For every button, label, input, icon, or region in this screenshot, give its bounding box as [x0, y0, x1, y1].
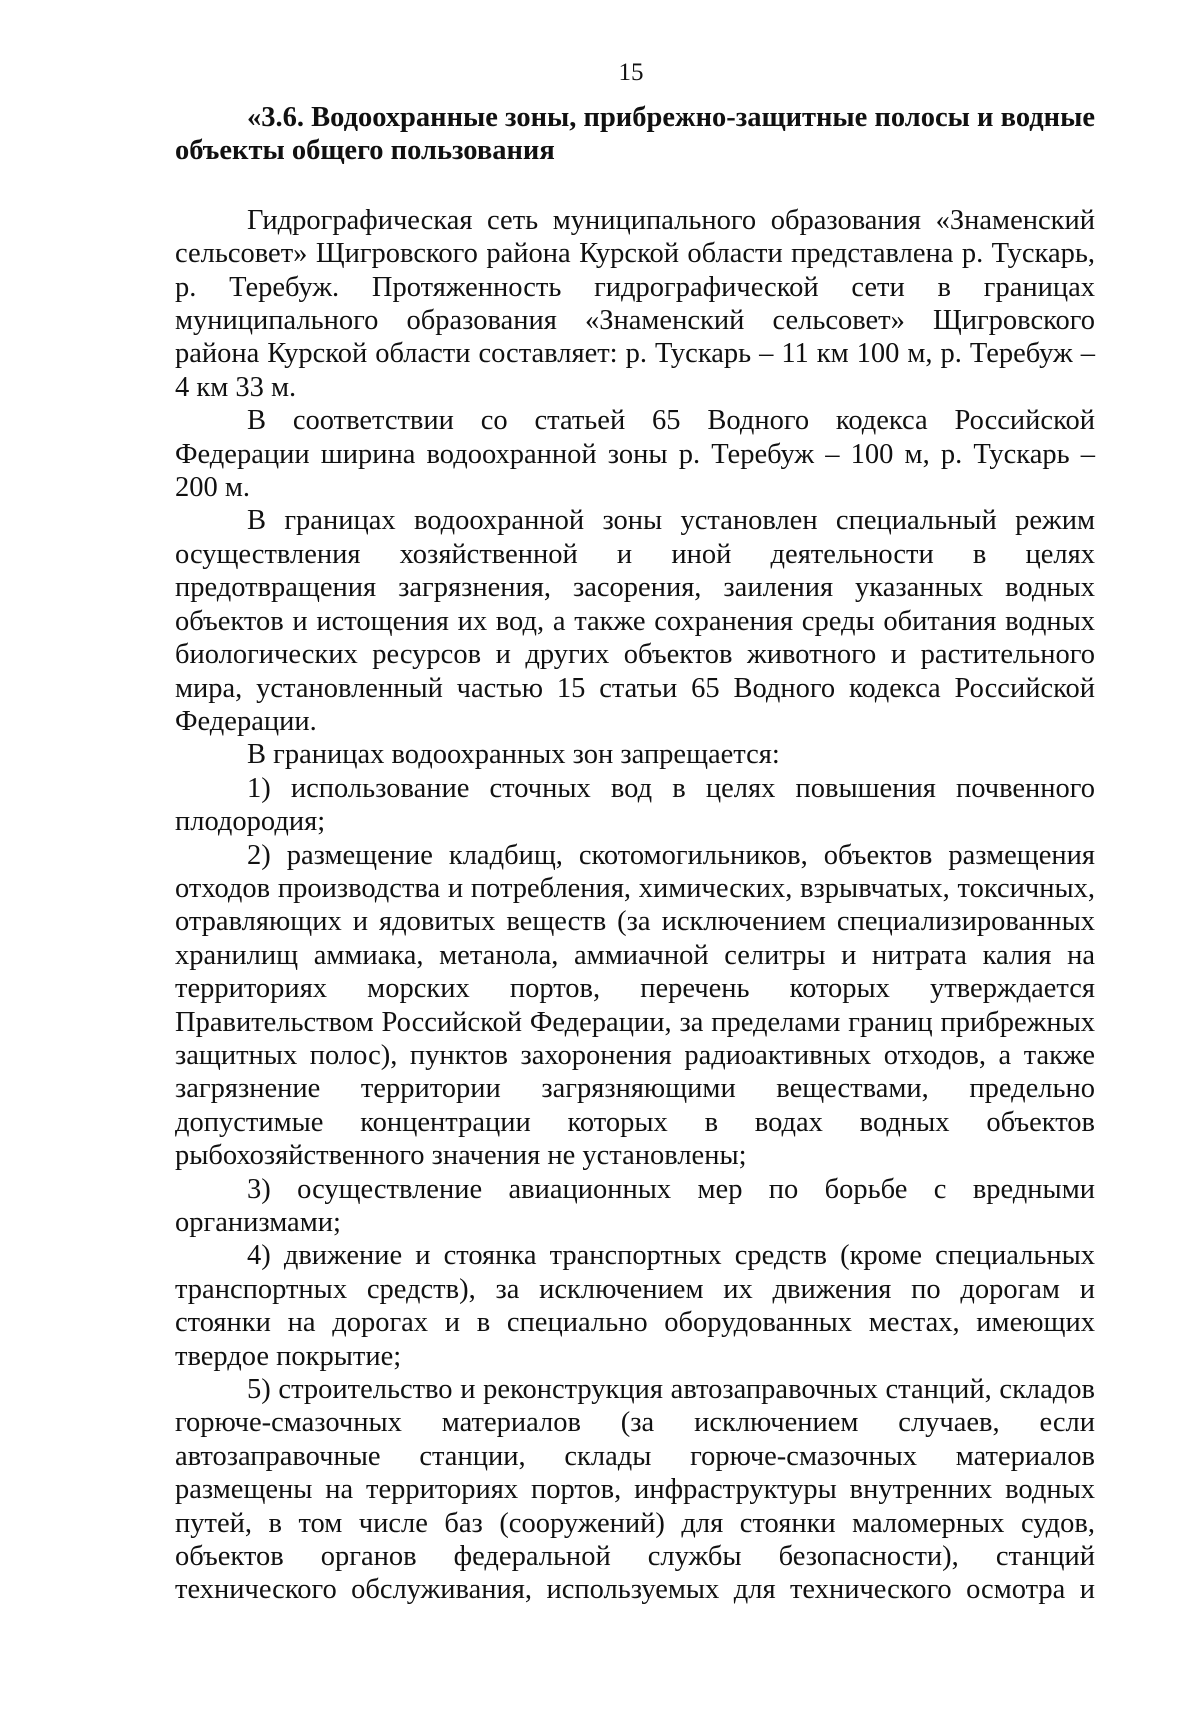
- page-number: 15: [618, 59, 644, 86]
- document-body: [175, 101, 1095, 1607]
- paragraph-water-protection-width: В соответствии со статьей 65 Водного кодекса Российской Федерации ширина водоохранной зоны р. Теребуж – 100 м, р. Тускарь – 200 м.: [175, 405, 1095, 504]
- paragraph-special-regime: В границах водоохранной зоны установлен специальный режим осуществления хозяйственной и иной деятельности в целях предотвращения загрязнения, засорения, заиления указанных водных объектов и истощения их вод, а также сохранения среды обитания водных биологических ресурсов и других объектов животного и растительного мира, установленный частью 15 статьи 65 Водного кодекса Российской Федерации.: [175, 505, 1095, 737]
- list-item-3: 3) осуществление авиационных мер по борьбе с вредными организмами;: [175, 1173, 1095, 1238]
- section-heading: «3.6. Водоохранные зоны, прибрежно-защитные полосы и водные объекты общего пользования: [175, 102, 1095, 167]
- list-item-1: 1) использование сточных вод в целях повышения почвенного плодородия;: [175, 772, 1095, 838]
- list-item-5: 5) строительство и реконструкция автозаправочных станций, складов горюче-смазочных материалов (за исключением случаев, если автозаправочные станции, склады горюче-смазочных материалов размещены на территориях портов, инфраструктуры внутренних водных путей, в том числе баз (сооружений) для стоянки маломерных судов, объектов органов федеральной службы безопасности), станций технического обслуживания, используемых для технического осмотра и: [175, 1374, 1095, 1606]
- list-item-2: 2) размещение кладбищ, скотомогильников, объектов размещения отходов производства и потребления, химических, взрывчатых, токсичных, отравляющих и ядовитых веществ (за исключением специализированных хранилищ аммиака, метанола, аммиачной селитры и нитрата калия на территориях морских портов, перечень которых утверждается Правительством Российской Федерации, за пределами границ прибрежных защитных полос), пунктов захоронения радиоактивных отходов, а также загрязнение территории загрязняющими веществами, предельно допустимые концентрации которых в водах водных объектов рыбохозяйственного значения не установлены;: [175, 839, 1095, 1172]
- list-item-4: 4) движение и стоянка транспортных средств (кроме специальных транспортных средств), за исключением их движения по дорогам и стоянки на дорогах и в специально оборудованных местах, имеющих твердое покрытие;: [175, 1240, 1095, 1372]
- paragraph-hydrographic-network: Гидрографическая сеть муниципального образования «Знаменский сельсовет» Щигровского района Курской области представлена р. Тускарь, р. Теребуж. Протяженность гидрографической сети в границах муниципального образования «Знаменский сельсовет» Щигровского района Курской области составляет: р. Тускарь – 11 км 100 м, р. Теребуж – 4 км 33 м.: [175, 204, 1095, 403]
- paragraph-prohibitions-intro: В границах водоохранных зон запрещается:: [247, 739, 780, 771]
